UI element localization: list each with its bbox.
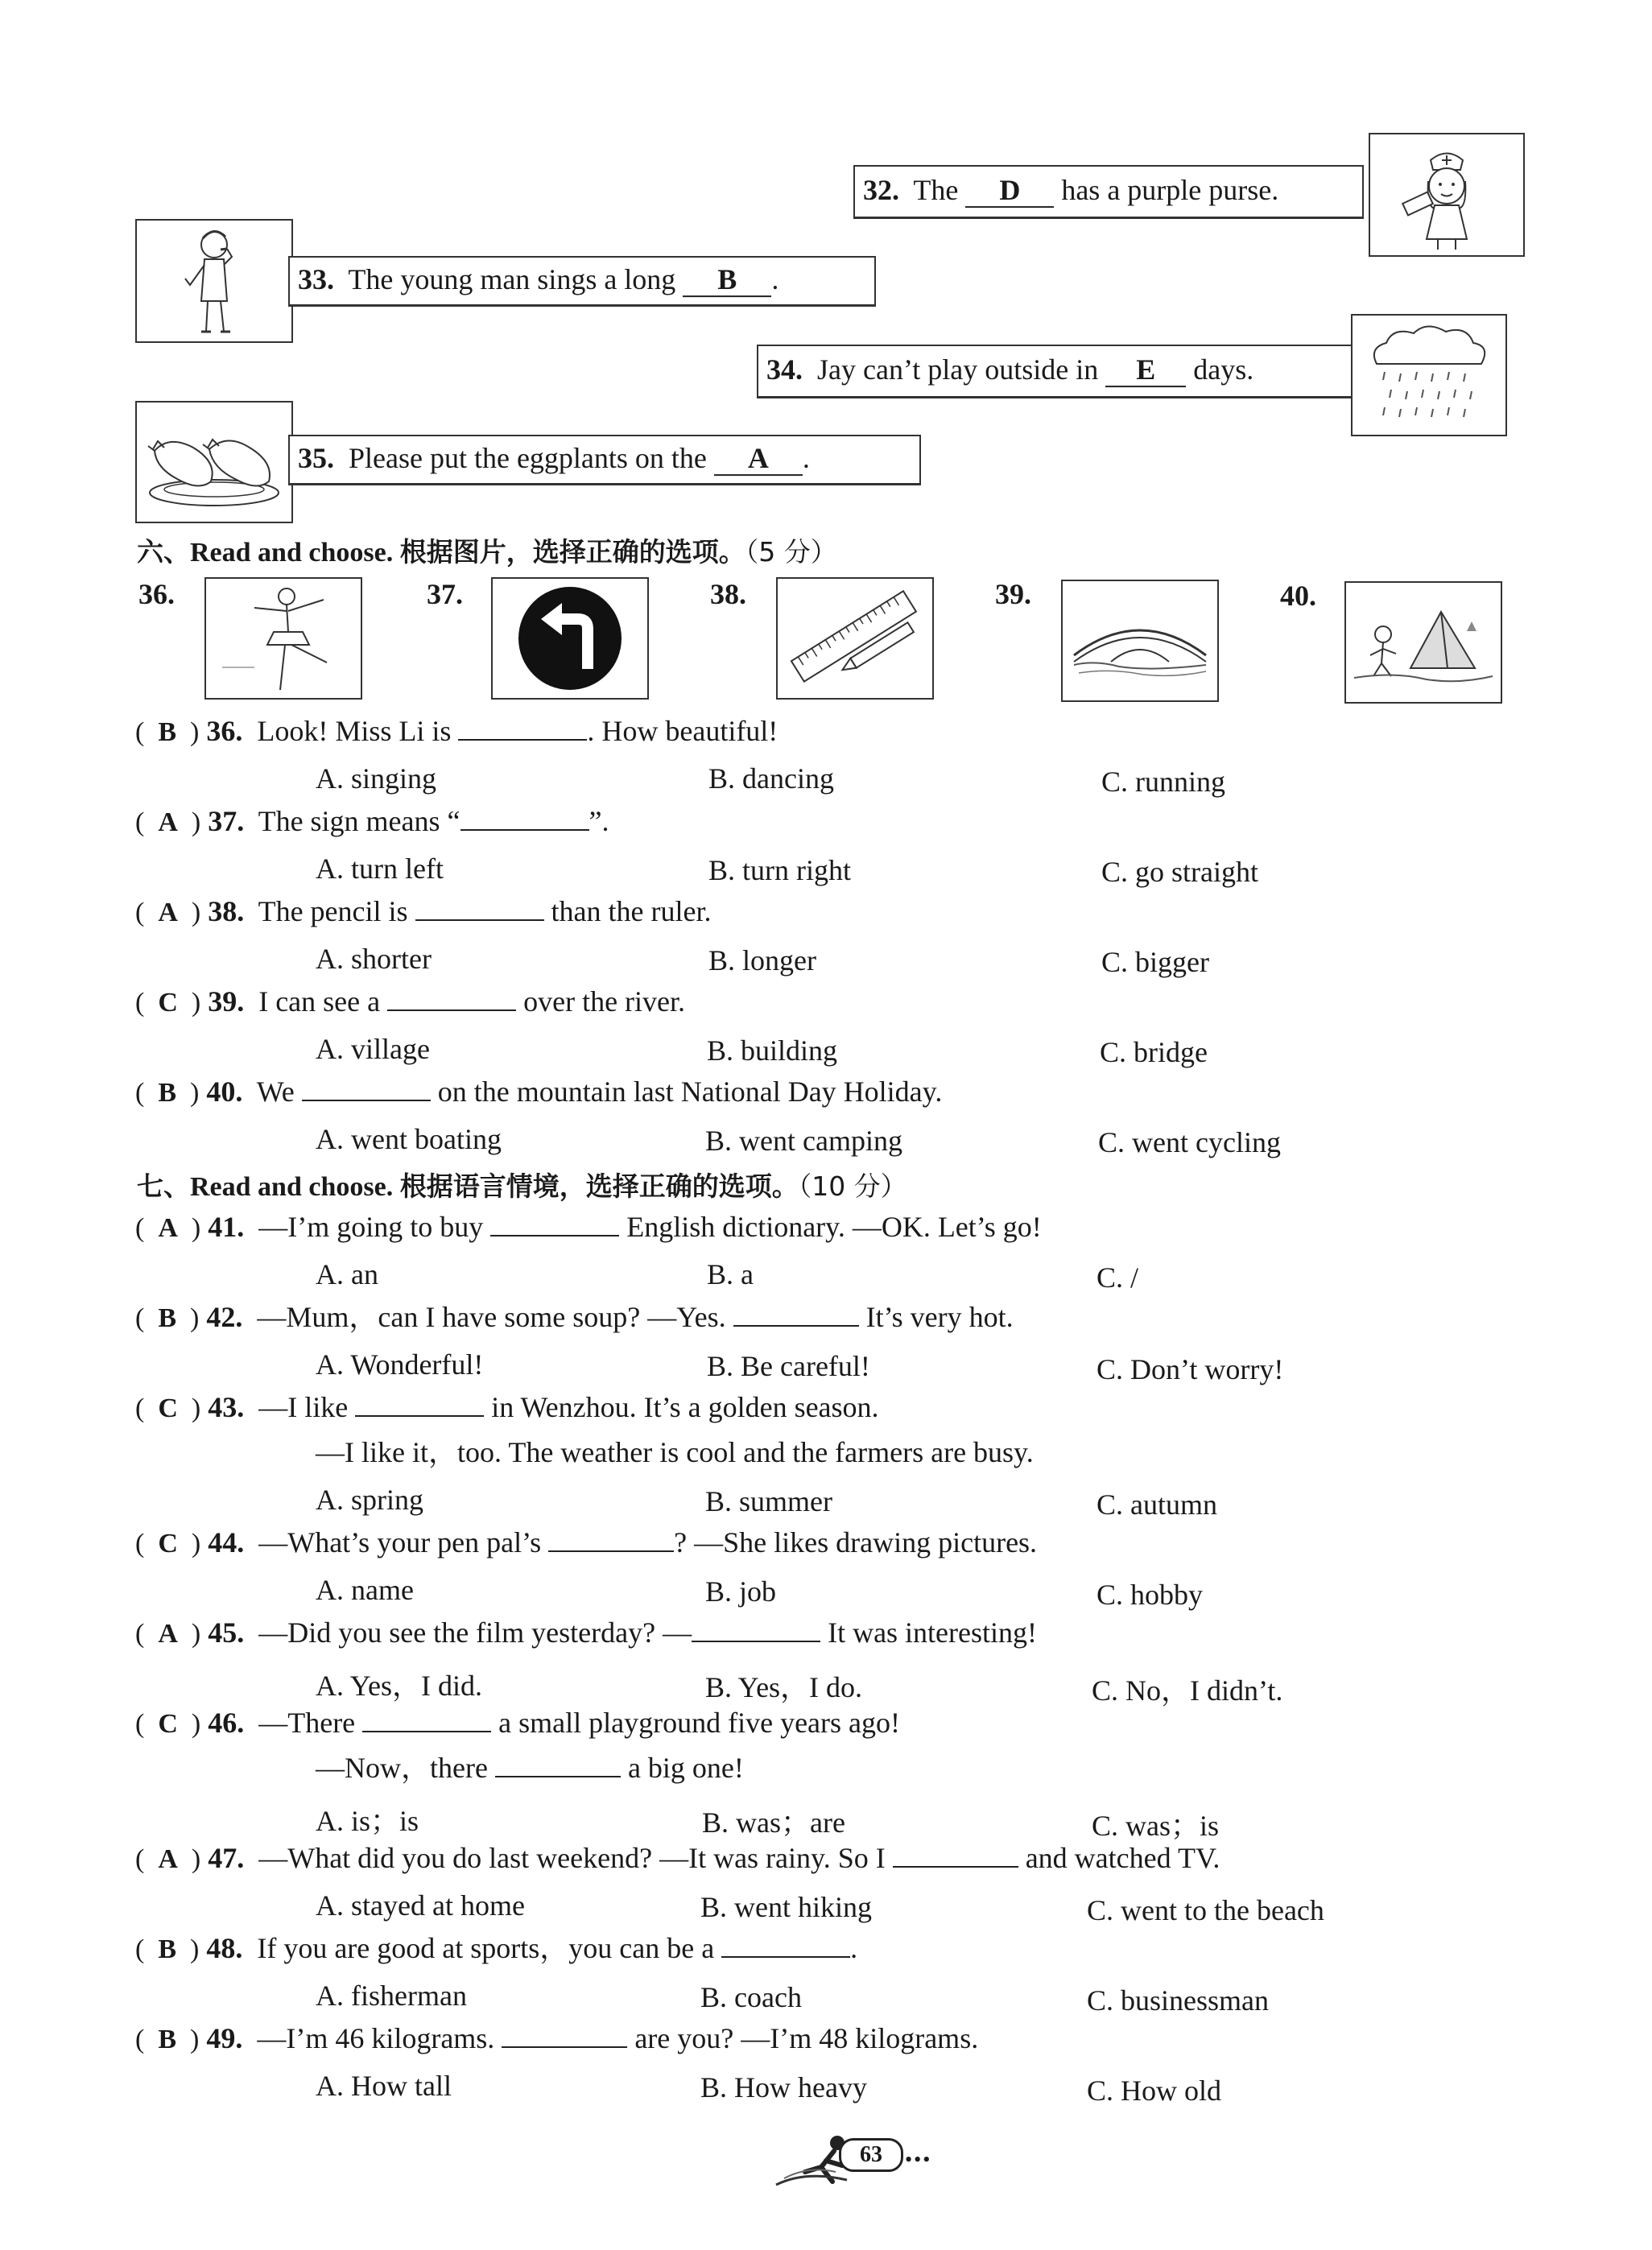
match-sentence-33 [288, 256, 876, 307]
page-footer [773, 2125, 974, 2190]
turn-left-sign-icon [493, 579, 647, 698]
question-text: —I’m 46 kilograms. [257, 2022, 495, 2054]
option-b: B. coach [700, 1981, 802, 2013]
question-text: The pencil is [258, 895, 408, 927]
sentence-text: Jay can’t play outside in [817, 353, 1099, 386]
sentence-text: The young man sings a long [348, 263, 676, 296]
question-number: 37. [208, 805, 245, 837]
answer-blank [458, 739, 587, 741]
question-number: 48. [206, 1932, 243, 1964]
option-a: A. village [316, 1033, 430, 1065]
page-number-badge [839, 2138, 903, 2172]
camping-illustration [1346, 583, 1501, 702]
answer-choice: C [158, 1709, 178, 1739]
question-number: 39. [208, 985, 245, 1018]
option-a: A. How tall [316, 2070, 452, 2102]
question-number: 41. [208, 1211, 245, 1243]
question-40: ( B ) 40. We on the mountain last National Day Holiday. [135, 1075, 943, 1108]
option-c: C. went to the beach [1087, 1894, 1324, 1926]
option-b: B. was；are [702, 1806, 845, 1839]
singer-illustration [137, 221, 291, 341]
option-c: C. went cycling [1098, 1126, 1281, 1158]
question-text: are you? —I’m 48 kilograms. [634, 2022, 979, 2054]
sentence-text: Please put the eggplants on the [349, 442, 707, 475]
option-c: C. was；is [1092, 1810, 1220, 1842]
question-number: 42. [206, 1301, 243, 1333]
question-text: in Wenzhou. It’s a golden season. [491, 1391, 879, 1423]
question-number: 33. [298, 263, 334, 296]
section-number: 七、 [137, 1170, 190, 1202]
answer-choice: A [158, 1619, 178, 1649]
question-text: than the ruler. [551, 895, 712, 927]
question-46-line-2 [316, 1753, 744, 1782]
option-b: B. went camping [705, 1125, 902, 1157]
section-title-zh: 根据语言情境，选择正确的选项。 [399, 1170, 799, 1202]
rain-cloud-illustration [1353, 316, 1505, 435]
answer-blank: D [965, 175, 1054, 208]
question-number: 40. [206, 1075, 243, 1108]
option-c: C. Don’t worry! [1097, 1353, 1284, 1385]
question-number: 46. [208, 1707, 245, 1739]
question-text: . How beautiful! [587, 715, 779, 747]
sentence-text: . [771, 263, 779, 296]
sentence-text: . [802, 442, 810, 475]
question-text: and watched TV. [1025, 1842, 1220, 1874]
question-text: a big one! [627, 1752, 744, 1784]
footer-dots: ••• [905, 2148, 932, 2171]
question-text: English dictionary. —OK. Let’s go! [626, 1211, 1042, 1243]
question-44: ( C ) 44. —What’s your pen pal’s ? —She likes drawing pictures. [135, 1526, 1038, 1558]
ballet-dancer-illustration [206, 579, 361, 698]
picture-label-39: 39. [995, 578, 1031, 610]
answer-blank: A [714, 444, 803, 476]
match-sentence-32 [853, 165, 1364, 219]
question-number: 43. [208, 1391, 245, 1423]
question-47: ( A ) 47. —What did you do last weekend? —It was rainy. So I and watched TV. [135, 1842, 1220, 1874]
answer-blank [387, 1009, 516, 1011]
question-text: —I’m going to buy [258, 1211, 484, 1243]
question-text: —What’s your pen pal’s [258, 1526, 542, 1558]
bridge-picture [1061, 580, 1219, 702]
answer-choice: A [158, 898, 178, 927]
singer-picture [135, 219, 293, 343]
answer-choice: C [158, 1393, 178, 1423]
section-title-en: Read and choose. [190, 538, 394, 568]
option-b: B. summer [705, 1485, 832, 1517]
answer-blank [460, 829, 589, 831]
question-46: ( C ) 46. —There a small playground five years ago! [135, 1707, 900, 1739]
pencil-ruler-picture [776, 577, 934, 700]
question-text: a small playground five years ago! [498, 1707, 900, 1739]
option-c: C. autumn [1097, 1488, 1217, 1521]
question-text: ? —She likes drawing pictures. [674, 1526, 1038, 1558]
match-sentence-35 [288, 435, 921, 485]
question-number: 32. [863, 174, 899, 207]
question-37: ( A ) 37. The sign means “ ”. [135, 805, 609, 837]
answer-blank [733, 1325, 859, 1327]
sentence-text: has a purple purse. [1061, 174, 1279, 207]
question-text: We [256, 1075, 295, 1108]
option-a: A. name [316, 1574, 414, 1606]
nurse-illustration [1370, 134, 1523, 255]
option-c: C. How old [1087, 2075, 1222, 2107]
sentence-text: days. [1193, 353, 1254, 386]
option-b: B. turn right [708, 854, 851, 886]
question-42: ( B ) 42. —Mum，can I have some soup? —Yes. It’s very hot. [135, 1301, 1014, 1333]
answer-choice: A [158, 807, 178, 837]
option-c: C. businessman [1087, 1984, 1270, 2017]
rain-picture [1351, 314, 1507, 436]
option-b: B. How heavy [700, 2071, 867, 2103]
eggplant-plate-illustration [137, 403, 291, 522]
question-number: 34. [766, 353, 803, 386]
question-number: 36. [206, 715, 243, 747]
answer-choice: C [158, 1529, 178, 1558]
picture-label-37: 37. [427, 578, 463, 610]
answer-choice: B [158, 1934, 177, 1964]
option-c: C. No，I didn’t. [1092, 1674, 1283, 1707]
question-43: ( C ) 43. —I like in Wenzhou. It’s a golden season. [135, 1391, 879, 1423]
pencil-and-ruler-illustration [778, 579, 932, 698]
question-text: I can see a [258, 985, 381, 1018]
picture-label-40: 40. [1280, 580, 1316, 612]
option-a: A. Wonderful! [316, 1348, 484, 1381]
answer-blank [415, 919, 544, 921]
answer-blank [495, 1776, 621, 1777]
question-number: 44. [208, 1526, 245, 1558]
question-38: ( A ) 38. The pencil is than the ruler. [135, 895, 712, 927]
bridge-illustration [1063, 581, 1217, 700]
answer-blank [893, 1866, 1018, 1868]
question-39: ( C ) 39. I can see a over the river. [135, 985, 686, 1018]
picture-label-38: 38. [710, 578, 746, 610]
answer-blank [502, 2046, 627, 2048]
option-c: C. bridge [1100, 1036, 1208, 1068]
answer-blank: E [1105, 355, 1186, 387]
section-7-title [137, 1166, 907, 1203]
question-text: It was interesting! [828, 1616, 1038, 1649]
option-b: B. job [705, 1575, 777, 1608]
eggplant-picture [135, 401, 293, 523]
option-b: B. a [707, 1258, 754, 1290]
answer-choice: A [158, 1213, 178, 1243]
question-text: —What did you do last weekend? —It was rainy. So I [258, 1842, 886, 1874]
ballet-picture [204, 577, 362, 700]
section-score: （5 分） [745, 536, 837, 568]
camping-picture [1344, 581, 1502, 704]
question-text: —I like [258, 1391, 349, 1423]
question-text: over the river. [523, 985, 686, 1018]
answer-choice: B [158, 717, 177, 747]
question-text: —Mum，can I have some soup? —Yes. [257, 1301, 726, 1333]
option-b: B. Be careful! [707, 1350, 870, 1382]
option-a: A. turn left [316, 853, 444, 885]
option-c: C. hobby [1097, 1579, 1204, 1611]
answer-blank [490, 1235, 619, 1236]
option-c: C. / [1097, 1261, 1139, 1294]
question-41: ( A ) 41. —I’m going to buy English dictionary. —OK. Let’s go! [135, 1211, 1042, 1243]
answer-blank [548, 1550, 674, 1552]
option-a: A. Yes，I did. [316, 1670, 483, 1702]
question-number: 45. [208, 1616, 245, 1649]
question-number: 47. [208, 1842, 245, 1874]
option-a: A. an [316, 1258, 378, 1290]
answer-choice: C [158, 988, 178, 1018]
question-number: 35. [298, 442, 334, 475]
section-score: （10 分） [798, 1170, 907, 1202]
answer-blank [355, 1415, 484, 1417]
answer-choice: B [158, 1078, 177, 1108]
section-number: 六、 [137, 536, 190, 568]
question-text: If you are good at sports，you can be a [257, 1932, 715, 1964]
question-text: on the mountain last National Day Holiday. [437, 1075, 943, 1108]
answer-blank [692, 1641, 820, 1642]
answer-choice: B [158, 1303, 177, 1333]
question-48: ( B ) 48. If you are good at sports，you can be a . [135, 1932, 858, 1964]
match-sentence-34 [757, 345, 1353, 398]
question-text: —There [258, 1707, 356, 1739]
option-a: A. is；is [316, 1805, 419, 1837]
section-6-title [137, 531, 837, 569]
option-a: A. went boating [316, 1123, 502, 1155]
answer-choice: B [158, 2025, 177, 2054]
question-45: ( A ) 45. —Did you see the film yesterday? — It was interesting! [135, 1616, 1038, 1649]
question-text: —Did you see the film yesterday? — [258, 1616, 692, 1649]
question-text: Look! Miss Li is [257, 715, 452, 747]
picture-label-36: 36. [138, 578, 175, 610]
question-36: ( B ) 36. Look! Miss Li is . How beautiful! [135, 715, 779, 747]
answer-blank [362, 1731, 491, 1732]
question-text: —Now，there [316, 1752, 488, 1784]
option-b: B. building [707, 1034, 838, 1067]
option-a: A. shorter [316, 943, 432, 975]
answer-blank: B [683, 265, 771, 297]
answer-blank [302, 1100, 431, 1101]
option-a: A. spring [316, 1484, 423, 1516]
sentence-text: The [913, 174, 959, 207]
option-a: A. singing [316, 762, 437, 795]
turn-left-sign-picture [491, 577, 649, 700]
option-c: C. go straight [1101, 856, 1258, 888]
section-title-en: Read and choose. [190, 1172, 394, 1202]
page-number: 63 [860, 2142, 882, 2167]
section-title-zh: 根据图片，选择正确的选项。 [399, 536, 745, 568]
option-c: C. running [1101, 766, 1226, 798]
question-text: The sign means “ [258, 805, 460, 837]
question-text: It’s very hot. [865, 1301, 1014, 1333]
answer-blank [721, 1956, 850, 1958]
option-b: B. dancing [708, 762, 834, 795]
option-a: A. fisherman [316, 1980, 467, 2012]
question-text: ”. [589, 805, 609, 837]
option-b: B. went hiking [700, 1891, 872, 1923]
question-text: . [850, 1932, 858, 1964]
option-b: B. longer [708, 944, 816, 976]
option-c: C. bigger [1101, 946, 1209, 978]
option-b: B. Yes，I do. [705, 1671, 863, 1703]
answer-choice: A [158, 1844, 178, 1874]
question-49: ( B ) 49. —I’m 46 kilograms. are you? —I’m 48 kilograms. [135, 2022, 979, 2054]
question-number: 38. [208, 895, 245, 927]
nurse-picture [1369, 133, 1525, 257]
option-a: A. stayed at home [316, 1889, 525, 1922]
question-43-line-2: —I like it，too. The weather is cool and the farmers are busy. [316, 1436, 1034, 1468]
question-number: 49. [206, 2022, 243, 2054]
